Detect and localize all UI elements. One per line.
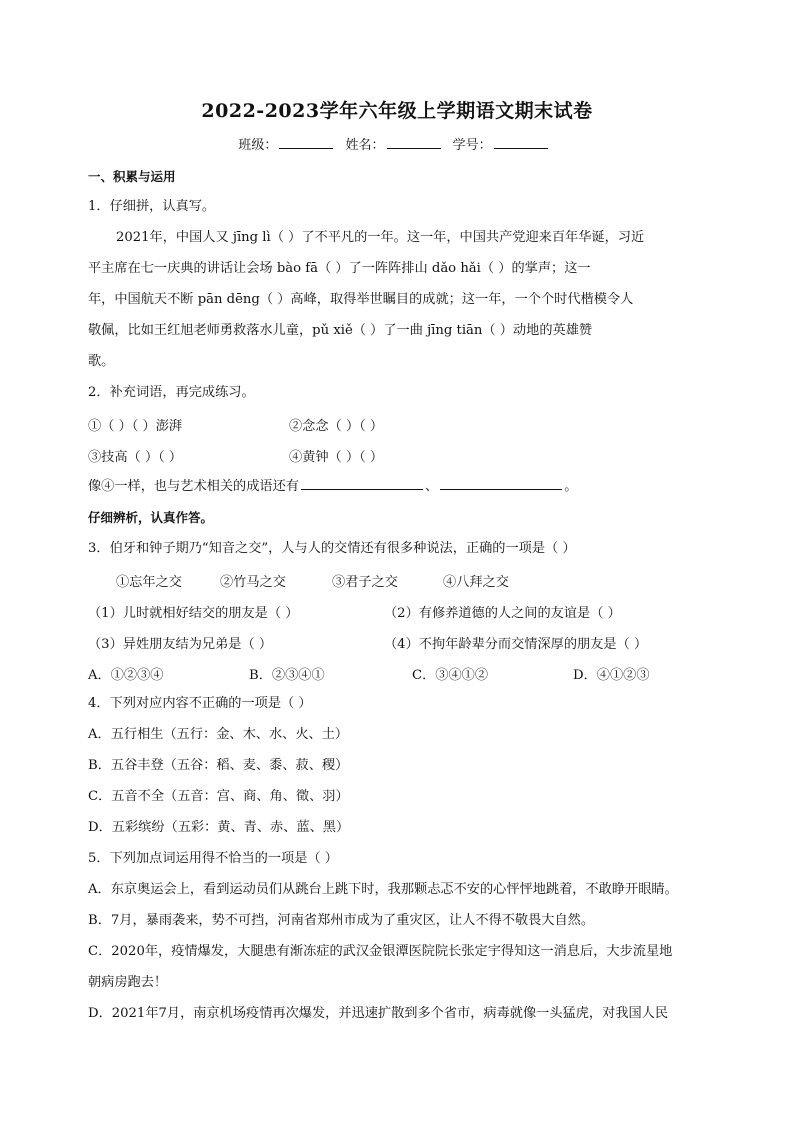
class-label: 班级：	[238, 138, 278, 153]
q5-option-d[interactable]: D．2021年7月，南京机场疫情再次爆发，并迅速扩散到多个省市，病毒就像一头猛虎，对我国人民	[88, 1006, 669, 1021]
name-blank[interactable]	[387, 136, 441, 149]
q3-sub-4: （4）不拘年龄辈分而交情深厚的朋友是（ ）	[384, 637, 648, 652]
q3-term-4: ④八拜之交	[443, 575, 509, 590]
q2-item-4: ④黄钟（ ）（ ）	[289, 450, 384, 465]
q4-option-a[interactable]: A．五行相生（五行：金、木、水、火、土）	[88, 727, 349, 742]
class-blank[interactable]	[279, 136, 333, 149]
id-blank[interactable]	[494, 136, 548, 149]
q1-prompt: 1．仔细拼，认真写。	[88, 199, 216, 214]
separator: 、	[425, 479, 439, 494]
q4-prompt: 4．下列对应内容不正确的一项是（ ）	[88, 696, 312, 711]
q3-option-c[interactable]: C．③④①②	[412, 668, 489, 683]
q3-option-d[interactable]: D．④①②③	[573, 668, 650, 683]
q3-sub-1: （1）儿时就相好结交的朋友是（ ）	[88, 606, 299, 621]
q3-term-2: ②竹马之交	[220, 575, 286, 590]
section-heading-1: 一、积累与运用	[88, 169, 176, 184]
q3-prompt: 3．伯牙和钟子期乃“知音之交”，人与人的交情还有很多种说法，正确的一项是（ ）	[88, 541, 576, 556]
q2-followup-text: 像④一样，也与艺术相关的成语还有	[88, 479, 299, 494]
q3-option-b[interactable]: B．②③④①	[249, 668, 325, 683]
id-label: 学号：	[452, 138, 492, 153]
q4-option-d[interactable]: D．五彩缤纷（五彩：黄、青、赤、蓝、黑）	[88, 820, 350, 835]
answer-blank-2[interactable]	[440, 477, 562, 490]
q1-para-line-4: 敬佩，比如王红旭老师勇救落水儿童，pǔ xiě（ ）了一曲 jīng tiān（ ）动地的英雄赞	[88, 323, 593, 338]
q1-para-line-2: 平主席在七一庆典的讲话让会场 bào fā（ ）了一阵阵排山 dǎo hǎi（ ）的掌声；这一	[88, 261, 591, 276]
period: 。	[564, 479, 578, 494]
q3-term-1: ①忘年之交	[116, 575, 182, 590]
q1-para-line-1: 2021年，中国人又 jīng lì（ ）了不平凡的一年。这一年，中国共产党迎来百年华诞，习近	[116, 230, 645, 245]
q1-para-line-3: 年，中国航天不断 pān dēng（ ）高峰，取得举世瞩目的成就；这一年，一个个时代楷模令人	[88, 292, 634, 307]
student-info-row	[0, 134, 794, 153]
q5-prompt: 5．下列加点词运用得不恰当的一项是（ ）	[88, 851, 338, 866]
q3-sub-3: （3）异姓朋友结为兄弟是（ ）	[88, 637, 273, 652]
q1-para-line-5: 歌。	[88, 354, 115, 369]
q5-option-b[interactable]: B．7月，暴雨袭来，势不可挡，河南省郑州市成为了重灾区，让人不得不敬畏大自然。	[88, 913, 595, 928]
q4-option-c[interactable]: C．五音不全（五音：宫、商、角、徵、羽）	[88, 789, 349, 804]
q3-option-a[interactable]: A．①②③④	[88, 668, 164, 683]
q2-followup	[88, 477, 713, 496]
q3-term-3: ③君子之交	[332, 575, 398, 590]
answer-blank-1[interactable]	[301, 477, 423, 490]
q5-option-c-cont: 朝病房跑去！	[88, 975, 168, 990]
q2-item-1: ①（ ）（ ）澎湃	[88, 419, 183, 434]
q2-item-3: ③技高（ ）（ ）	[88, 450, 183, 465]
q2-prompt: 2．补充词语，再完成练习。	[88, 385, 255, 400]
q5-option-a[interactable]: A．东京奥运会上，看到运动员们从跳台上跳下时，我那颗忐忑不安的心怦怦地跳着，不敢睁开眼睛。	[88, 882, 678, 897]
q3-sub-2: （2）有修养道德的人之间的友谊是（ ）	[384, 606, 621, 621]
page-title: 2022-2023学年六年级上学期语文期末试卷	[201, 100, 593, 122]
section-heading-2: 仔细辨析，认真作答。	[88, 510, 214, 525]
q4-option-b[interactable]: B．五谷丰登（五谷：稻、麦、黍、菽、稷）	[88, 758, 349, 773]
name-label: 姓名：	[345, 138, 385, 153]
q2-item-2: ②念念（ ）（ ）	[289, 419, 384, 434]
q5-option-c[interactable]: C．2020年，疫情爆发，大腿患有渐冻症的武汉金银潭医院院长张定宇得知这一消息后，大步流星地	[88, 944, 673, 959]
